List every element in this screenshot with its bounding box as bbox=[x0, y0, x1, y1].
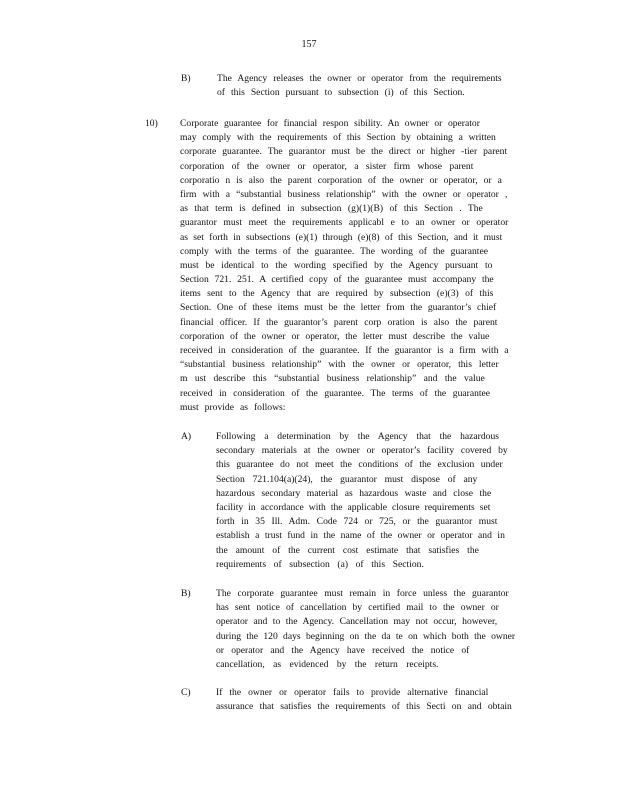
list-item-10-corporate-guarantee bbox=[145, 117, 555, 417]
text-line: secondary materials at the owner or operator’s facility covered by bbox=[216, 445, 508, 457]
text-line: corporate guarantee. The guarantor must be the direct or higher -tier parent bbox=[180, 146, 508, 158]
list-item-a-determination bbox=[181, 430, 551, 576]
paragraph bbox=[180, 117, 508, 415]
text-line: firm with a “substantial business relationship” with the owner or operator , bbox=[180, 188, 508, 200]
text-line: has sent notice of cancellation by certified mail to the owner or bbox=[216, 602, 499, 614]
text-line: facility in accordance with the applicable closure requirements set bbox=[216, 501, 491, 513]
page-number: 157 bbox=[301, 39, 317, 50]
item-marker: B) bbox=[181, 73, 191, 84]
text-line: corporation of the owner or operator, a sister firm whose parent bbox=[180, 160, 474, 172]
text-line: operator and to the Agency. Cancellation may not occur, however, bbox=[216, 616, 498, 628]
text-line: If the owner or operator fails to provide alternative financial bbox=[216, 687, 489, 698]
text-line: must be identical to the wording specified by the Agency pursuant to bbox=[180, 259, 493, 271]
text-line: items sent to the Agency that are required by subsection (e)(3) of this bbox=[180, 288, 494, 300]
text-line: corporation of the owner or operator, the letter must describe the value bbox=[180, 330, 490, 342]
text-line: this guarantee do not meet the conditions of the exclusion under bbox=[216, 459, 503, 471]
item-marker: C) bbox=[181, 687, 191, 698]
text-line: guarantor must meet the requirements applicabl e to an owner or operator bbox=[180, 217, 509, 229]
text-line: must provide as follows: bbox=[180, 401, 286, 413]
text-line: “substantial business relationship” with the owner or operator, this letter bbox=[180, 359, 499, 371]
item-marker: B) bbox=[181, 588, 191, 599]
text-line: corporatio n is also the parent corporation of the owner or operator, or a bbox=[180, 174, 502, 186]
text-line: received in consideration of the guarantee. If the guarantor is a firm with a bbox=[180, 345, 509, 356]
text-line: forth in 35 Ill. Adm. Code 724 or 725, or the guarantor must bbox=[216, 516, 498, 528]
text-line: cancellation, as evidenced by the return receipts. bbox=[216, 658, 439, 670]
text-line: Corporate guarantee for financial respon sibility. An owner or operator bbox=[180, 118, 480, 129]
text-line: requirements of subsection (a) of this Section. bbox=[216, 558, 424, 570]
text-line: the amount of the current cost estimate that satisfies the bbox=[216, 544, 479, 556]
text-line: comply with the terms of the guarantee. The wording of the guarantee bbox=[180, 245, 488, 257]
text-line: establish a trust fund in the name of the owner or operator and in bbox=[216, 530, 505, 542]
text-line: Section. One of these items must be the letter from the guarantor’s chief bbox=[180, 302, 497, 314]
text-line: hazardous secondary material as hazardous waste and close the bbox=[216, 487, 492, 499]
text-line: of this Section pursuant to subsection (i) of this Section. bbox=[217, 87, 465, 99]
item-marker: 10) bbox=[145, 118, 158, 129]
text-line: may comply with the requirements of this Section by obtaining a written bbox=[180, 132, 496, 144]
text-line: financial officer. If the guarantor’s parent corp oration is also the parent bbox=[180, 316, 498, 328]
text-line: The corporate guarantee must remain in force unless the guarantor bbox=[216, 588, 509, 599]
text-line: received in consideration of the guarantee. The terms of the guarantee bbox=[180, 387, 491, 399]
item-text bbox=[216, 430, 508, 572]
text-line: assurance that satisfies the requirements of this Secti on and obtain bbox=[216, 701, 512, 713]
text-line: as set forth in subsections (e)(1) through (e)(8) of this Section, and it must bbox=[180, 231, 503, 243]
list-item-b-release bbox=[181, 72, 581, 102]
text-line: The Agency releases the owner or operator from the requirements bbox=[217, 73, 502, 84]
item-marker: A) bbox=[181, 431, 192, 442]
text-line: as that term is defined in subsection (g)(1)(B) of this Section . The bbox=[180, 203, 483, 215]
text-line: or operator and the Agency have received the notice of bbox=[216, 644, 470, 656]
text-line: Section 721.104(a)(24), the guarantor must dispose of any bbox=[216, 473, 478, 485]
text-line: Following a determination by the Agency that the hazardous bbox=[216, 431, 499, 442]
list-item-c-alternative-assurance bbox=[181, 686, 551, 718]
item-text bbox=[217, 72, 502, 100]
text-line: during the 120 days beginning on the da te on which both the owner bbox=[216, 630, 516, 642]
text-line: m ust describe this “substantial business relationship” and the value bbox=[180, 373, 485, 385]
list-item-b-remain-in-force bbox=[181, 587, 551, 677]
item-text bbox=[216, 587, 515, 672]
text-line: Section 721. 251. A certified copy of the guarantee must accompany the bbox=[180, 274, 494, 286]
item-text bbox=[216, 686, 512, 714]
